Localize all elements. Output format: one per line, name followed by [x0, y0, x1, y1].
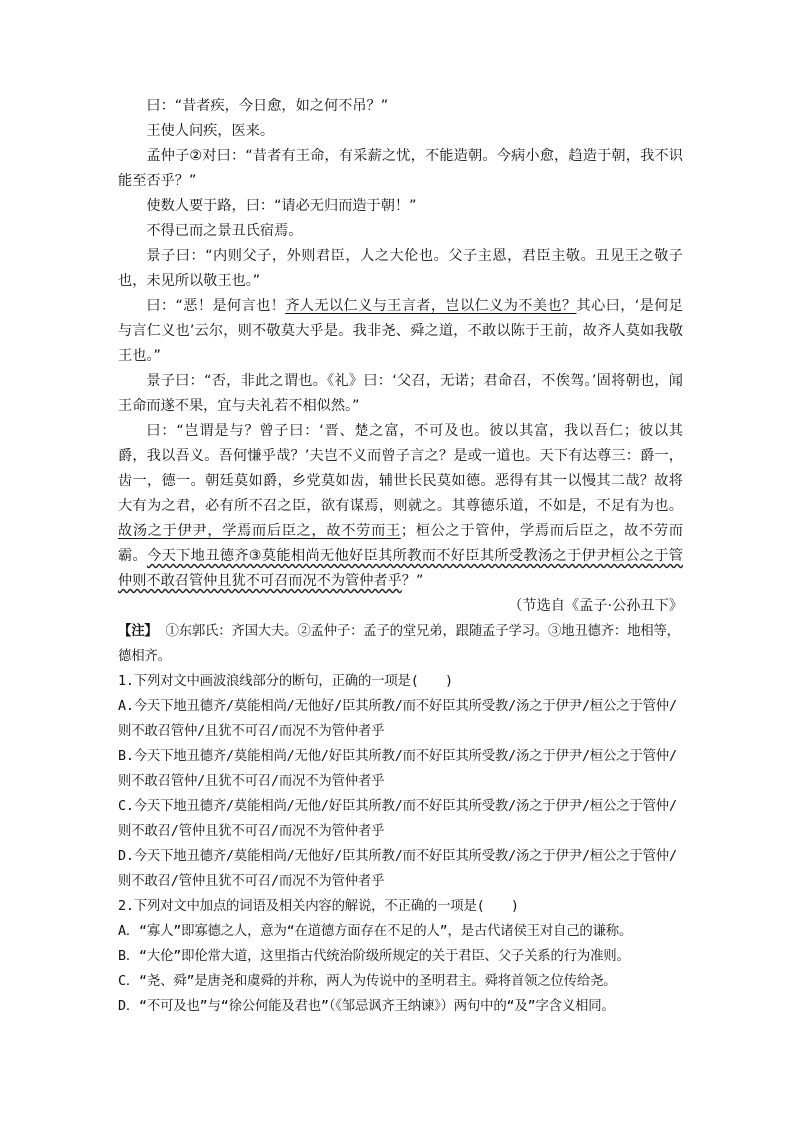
- passage-paragraph: [118, 194, 683, 219]
- passage-text: 使数人要于路，曰：“请必无归而造于朝！”: [146, 198, 417, 214]
- question-stem: 2.下列对文中加点的词语及相关内容的解说，不正确的一项是( ): [118, 899, 519, 914]
- passage-text: 不得已而之景丑氏宿焉。: [146, 223, 303, 239]
- question-option: A.今天下地丑德齐/莫能相尚/无他好/臣其所教/而不好臣其所受教/汤之于伊尹/桓公之于管仲/则不敢召管仲/且犹不可召/而况不为管仲者乎: [118, 699, 677, 739]
- footnote-label: 【注】: [118, 624, 158, 639]
- passage-paragraph: [118, 94, 683, 119]
- passage-text: 曰：“岂谓是与？曾子曰：‘晋、楚之富，不可及也。彼以其富，我以吾仁；彼以其爵，我以吾义。吾何慊乎哉？’夫岂不义而曾子言之？是或一道也。天下有达尊三：爵一，齿一，德一。朝廷莫如爵，乡党莫如齿，辅世长民莫如德。恶得有其一以慢其二哉？故将大有为之君，必有所不召之臣，欲有谋焉，则就之。其尊德乐道，不如是，不足有为也。: [118, 423, 683, 514]
- question-option: C．“尧、舜”是唐尧和虞舜的并称，两人为传说中的圣明君主。舜将首领之位传给尧。: [118, 974, 617, 989]
- underlined-text: 故汤之于伊尹，学焉而后臣之，故不劳而王: [118, 523, 401, 539]
- passage-paragraph: [118, 244, 683, 294]
- question-option: D．“不可及也”与“徐公何能及君也”（《邹忌讽齐王纳谏》）两句中的“及”字含义相同。: [118, 999, 615, 1014]
- question-stem: 1.下列对文中画波浪线部分的断句，正确的一项是( ): [118, 674, 453, 689]
- passage-text: 曰：“昔者疾，今日愈，如之何不吊？”: [146, 98, 389, 114]
- passage-text: 孟仲子②对曰：“昔者有王命，有采薪之忧，不能造朝。今病小愈，趋造于朝，我不识能至否乎？”: [118, 148, 683, 189]
- passage-paragraph: [118, 419, 683, 594]
- question-option: B.今天下地丑德齐/莫能相尚/无他/好臣其所教/而不好臣其所受教/汤之于伊尹/桓公之于管仲/则不敢召管仲/且犹不可召/而况不为管仲者乎: [118, 749, 677, 789]
- footnote-text: ①东郭氏：齐国大夫。②孟仲子：孟子的堂兄弟，跟随孟子学习。③地丑德齐：地相等，德相齐。: [118, 624, 680, 664]
- passage-paragraph: [118, 119, 683, 144]
- passage-text: 其心曰，‘是何足与言仁义也’云尔，则不敬莫大乎是。我非尧、舜之道，不敢以陈于王前，故齐人莫如我敬王也。”: [118, 298, 683, 364]
- passage-text: ；桓公之于管仲，学焉而后臣之，故不劳而霸。: [118, 523, 683, 564]
- classical-passage: [118, 94, 683, 594]
- footnote: [118, 619, 683, 669]
- passage-text: ？”: [401, 573, 424, 589]
- document-page: [118, 94, 683, 1019]
- source-citation: （节选自《孟子·公孙丑下》: [508, 598, 683, 614]
- passage-text: 景子曰：“内则父子，外则君臣，人之大伦也。父子主恩，君臣主敬。丑见王之敬子也，未见所以敬王也。”: [118, 248, 683, 289]
- passage-text: 王使人问疾，医来。: [146, 123, 275, 139]
- question-list: [118, 669, 683, 1019]
- passage-paragraph: [118, 369, 683, 419]
- passage-paragraph: [118, 144, 683, 194]
- question-option: B．“大伦”即伦常大道，这里指古代统治阶级所规定的关于君臣、父子关系的行为准则。: [118, 949, 630, 964]
- underlined-text: 齐人无以仁义与王言者，岂以仁义为不美也？: [285, 298, 577, 314]
- question-option: C.今天下地丑德齐/莫能相尚/无他/好臣其所教/而不好臣其所受教/汤之于伊尹/桓公之于管仲/则不敢召/管仲且犹不可召/而况不为管仲者乎: [118, 799, 677, 839]
- passage-paragraph: [118, 219, 683, 244]
- wavy-underlined-text: 今天下地丑德齐③莫能相尚无他好臣其所教而不好臣其所受教汤之于伊尹桓公之于管仲则不敢召管仲且犹不可召而况不为管仲者乎: [118, 548, 683, 589]
- question-option: D.今天下地丑德齐/莫能相尚/无他好/臣其所教/而不好臣其所受教/汤之于伊尹/桓公之于管仲/则不敢召/管仲且犹不可召/而况不为管仲者乎: [118, 849, 677, 889]
- passage-text: 曰：“恶！是何言也！: [146, 298, 286, 314]
- passage-paragraph: [118, 294, 683, 369]
- passage-text: 景子曰：“否，非此之谓也。《礼》曰：‘父召，无诺；君命召，不俟驾。’固将朝也，闻王命而遂不果，宜与夫礼若不相似然。”: [118, 373, 683, 414]
- question-option: A．“寡人”即寡德之人，意为“在道德方面存在不足的人”，是古代诸侯王对自己的谦称。: [118, 924, 633, 939]
